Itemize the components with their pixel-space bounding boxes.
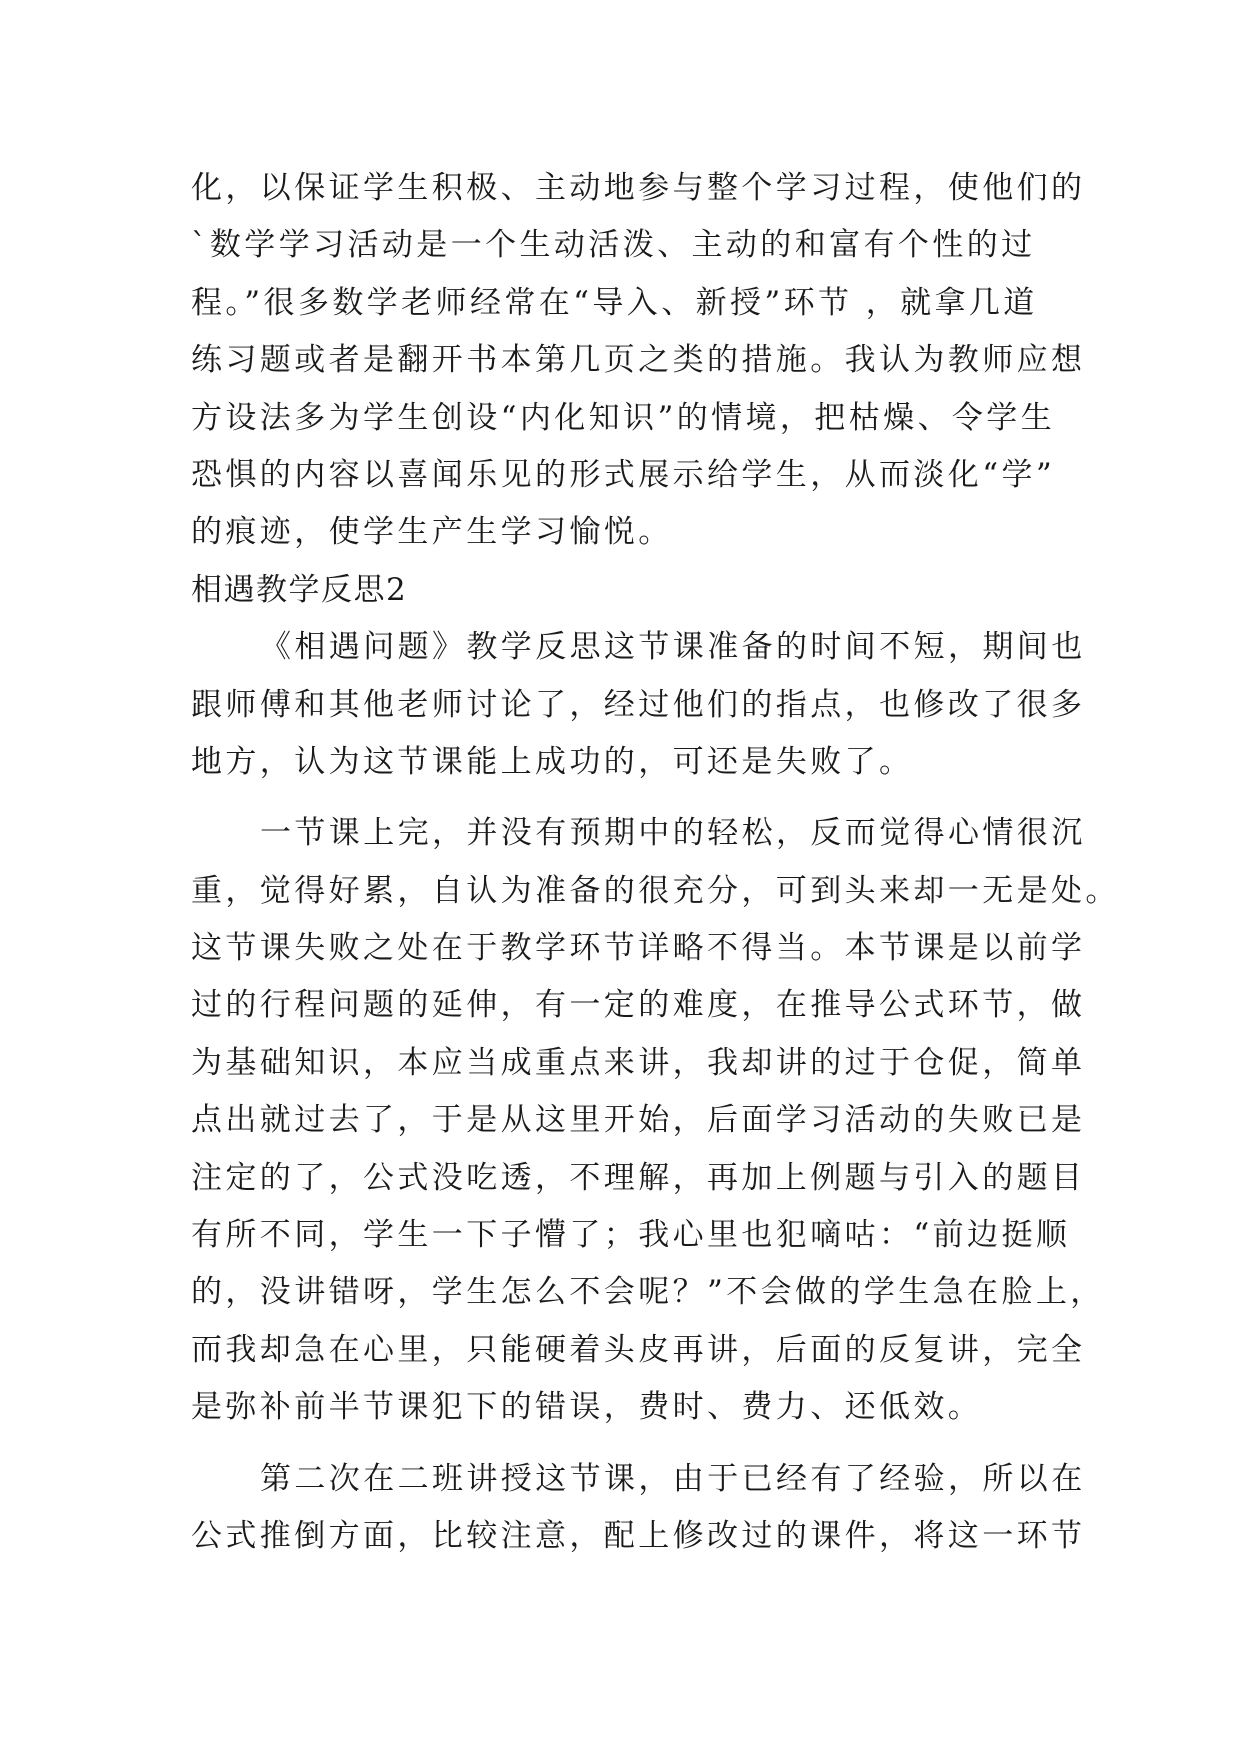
text-line: 恐惧的内容以喜闻乐见的形式展示给学生，从而淡化“学” [191, 456, 1056, 493]
text-line: 跟师傅和其他老师讨论了，经过他们的指点，也修改了很多 [191, 686, 1086, 723]
section-heading: 相遇教学反思2 [191, 571, 408, 608]
text-line: 程。”很多数学老师经常在“导入、新授”环节 ，就拿几道 [191, 284, 1038, 321]
document-body [191, 160, 1120, 1565]
text-line: 有所不同，学生一下子懵了；我心里也犯嘀咕：“前边挺顺 [191, 1217, 1071, 1254]
paragraph-3 [191, 805, 1120, 1436]
text-line: 化，以保证学生积极、主动地参与整个学习过程，使他们的 [191, 170, 1086, 206]
text-line: 注定的了，公式没吃透，不理解，再加上例题与引入的题目 [191, 1159, 1086, 1196]
text-line: 地方，认为这节课能上成功的，可还是失败了。 [191, 743, 914, 780]
text-line: 而我却急在心里，只能硬着头皮再讲，后面的反复讲，完全 [191, 1331, 1086, 1368]
text-line: 方设法多为学生创设“内化知识”的情境，把枯燥、令学生 [191, 399, 1056, 436]
text-line: 第二次在二班讲授这节课，由于已经有了经验，所以在 [260, 1460, 1086, 1497]
text-line: 的，没讲错呀，学生怎么不会呢？”不会做的学生急在脸上， [191, 1274, 1105, 1311]
text-line: 过的行程问题的延伸，有一定的难度，在推导公式环节，做 [191, 987, 1086, 1024]
text-line: 点出就过去了，于是从这里开始，后面学习活动的失败已是 [191, 1102, 1086, 1139]
paragraph-4 [191, 1451, 1086, 1566]
paragraph-spacer [191, 791, 1051, 805]
text-line: `数学学习活动是一个生动活泼、主动的和富有个性的过 [191, 227, 1036, 264]
text-line: 为基础知识，本应当成重点来讲，我却讲的过于仓促，简单 [191, 1044, 1086, 1081]
text-line: 这节课失败之处在于教学环节详略不得当。本节课是以前学 [191, 930, 1086, 967]
text-line: 练习题或者是翻开书本第几页之类的措施。我认为教师应想 [191, 342, 1086, 379]
text-line: 重，觉得好累，自认为准备的很充分，可到头来却一无是处。 [191, 872, 1120, 909]
paragraph-spacer [191, 1437, 1051, 1451]
text-line: 的痕迹，使学生产生学习愉悦。 [191, 514, 673, 551]
text-line: 《相遇问题》教学反思这节课准备的时间不短，期间也 [260, 629, 1086, 666]
text-line: 是弥补前半节课犯下的错误，费时、费力、还低效。 [191, 1389, 983, 1426]
text-line: 公式推倒方面，比较注意，配上修改过的课件，将这一环节 [191, 1517, 1086, 1554]
paragraph-2 [191, 619, 1086, 791]
text-line: 一节课上完，并没有预期中的轻松，反而觉得心情很沉 [260, 815, 1086, 852]
paragraph-1 [191, 160, 1086, 562]
